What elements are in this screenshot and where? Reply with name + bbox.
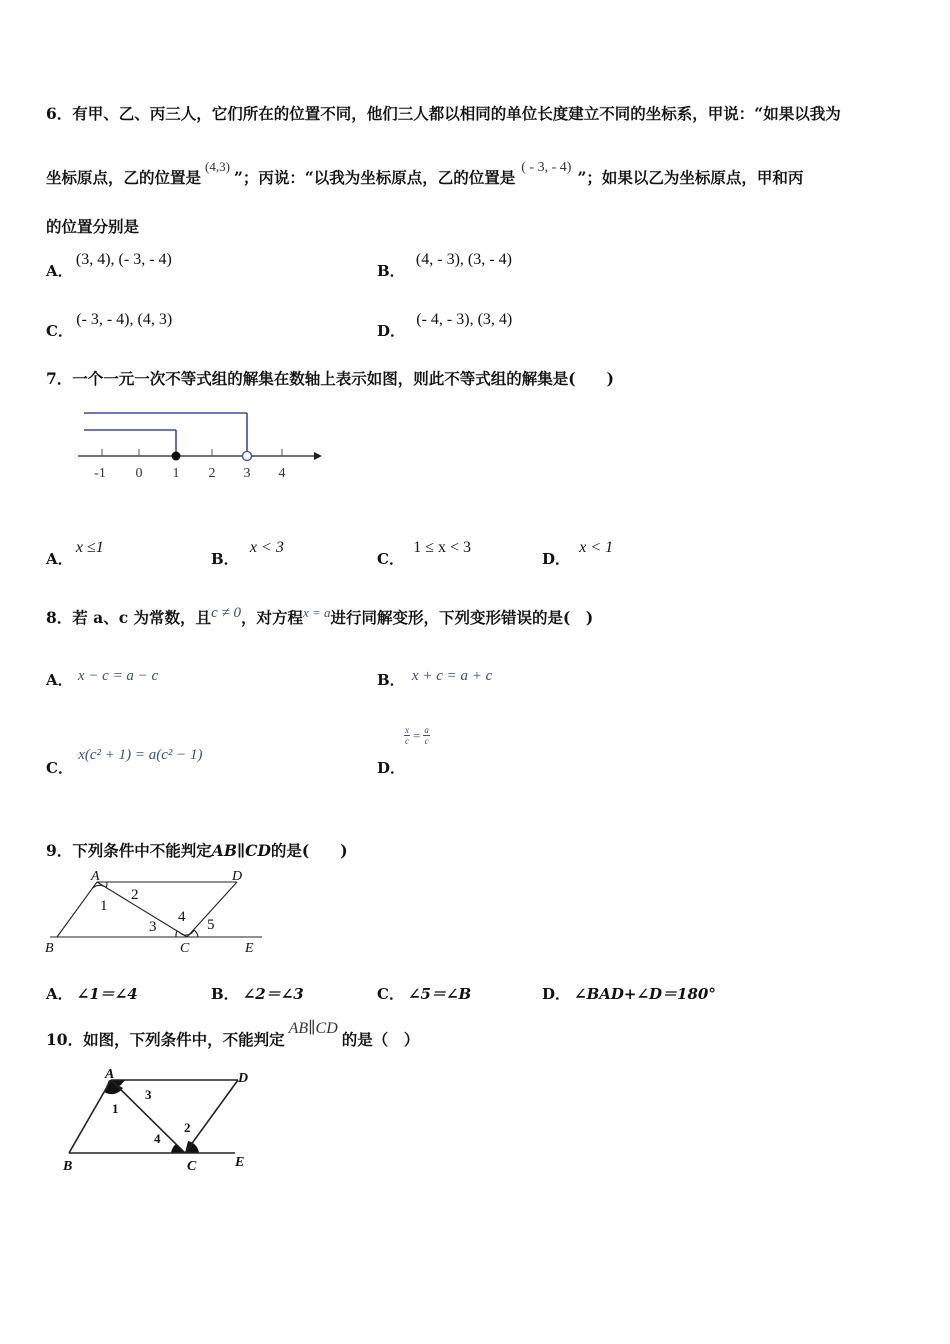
q7-option-d-label: D． (542, 550, 571, 568)
q10-label-a: A (105, 1067, 115, 1082)
q7-option-a[interactable] (46, 539, 106, 569)
q9-text-b: 的是( ) (270, 841, 348, 860)
q10-angle-2: 2 (184, 1120, 191, 1135)
q9-text (46, 839, 348, 861)
q10-label-d: D (238, 1071, 249, 1086)
q6-option-a-label: A． (46, 262, 73, 280)
q9-angle-5: 5 (207, 917, 215, 933)
q7-option-c-math: 1 ≤ x < 3 (413, 539, 471, 556)
q9-arc-5 (194, 930, 198, 937)
q9-option-b[interactable] (211, 983, 304, 1004)
q7-option-c-label: C． (377, 550, 404, 568)
q6-coord1: (4,3) (205, 159, 230, 174)
q9-line-ac (97, 882, 187, 937)
q10-angle-4: 4 (154, 1131, 161, 1146)
q8-frac-left-num: x (405, 725, 409, 735)
q9-arc-4 (180, 930, 194, 935)
q9-label-d: D (232, 869, 243, 884)
q9-arc-2 (106, 882, 107, 888)
q6-option-d[interactable] (377, 311, 513, 341)
q9-text-a: 9．下列条件中不能判定 (46, 841, 212, 860)
q7-tick-label: 3 (243, 466, 251, 481)
q8-frac-right (423, 725, 430, 746)
q9-label-a: A (91, 869, 100, 884)
q8-option-b-label: B． (377, 671, 405, 689)
q6-option-b-math: (4, - 3), (3, - 4) (415, 251, 512, 268)
q10-angle-3: 3 (145, 1087, 152, 1102)
q6-option-a[interactable] (46, 251, 174, 281)
q8-text-b: ，对方程 (240, 608, 303, 627)
q8-option-c-math: x(c² + 1) = a(c² − 1) (78, 747, 203, 763)
q6-line2 (46, 159, 804, 188)
q7-option-b-math: x < 3 (249, 539, 284, 556)
q8-option-c-label: C． (46, 759, 73, 777)
q10-angle-1: 1 (112, 1101, 119, 1116)
q8-option-d-label: D． (377, 759, 406, 777)
q10-text-b: 的是（ ） (341, 1030, 420, 1049)
q9-option-d-math: ∠BAD+∠D＝180° (574, 985, 716, 1003)
q9-arc-3 (176, 931, 177, 937)
q6-option-c-math: (- 3, - 4), (4, 3) (76, 311, 173, 328)
q9-option-a-math: ∠1＝∠4 (76, 985, 138, 1003)
q9-option-d-label: D． (542, 985, 571, 1003)
q8-frac-right-num: a (424, 725, 429, 735)
q10-label-e: E (235, 1155, 245, 1170)
q7-option-b-label: B． (211, 550, 239, 568)
q7-option-a-label: A． (46, 550, 73, 568)
q7-open-dot (243, 452, 252, 461)
q6-option-d-math: (- 4, - 3), (3, 4) (416, 311, 513, 328)
q9-angle-2: 2 (131, 887, 139, 903)
q10-line-cd (185, 1080, 238, 1153)
q9-option-b-math: ∠2＝∠3 (242, 985, 304, 1003)
q6-option-c[interactable] (46, 311, 174, 341)
q7-number-line (70, 402, 330, 487)
q9-option-c-math: ∠5＝∠B (407, 985, 472, 1003)
q6-coord2: ( - 3, - 4) (521, 160, 572, 175)
q8-frac-right-den: c (424, 736, 429, 746)
q6-line2-b: ”；丙说：“以我为坐标原点，乙的位置是 (233, 168, 516, 187)
q7-tick-label: -1 (94, 466, 106, 481)
q9-label-b: B (45, 941, 54, 956)
q7-axis-arrow (314, 452, 322, 460)
q8-option-b[interactable] (377, 668, 493, 690)
q8-option-a-label: A． (46, 671, 73, 689)
q6-line2-a: 坐标原点，乙的位置是 (46, 168, 202, 187)
q9-line-ab (57, 882, 97, 937)
q6-option-a-math: (3, 4), (- 3, - 4) (75, 251, 172, 268)
q10-figure (55, 1064, 275, 1179)
q6-line2-c: ”；如果以乙为坐标原点，甲和丙 (577, 168, 804, 187)
q7-tick-label: 2 (208, 466, 216, 481)
q9-option-b-label: B． (211, 985, 239, 1003)
q7-tick-label: 4 (278, 466, 286, 481)
q6-option-c-label: C． (46, 322, 73, 340)
q9-option-a-label: A． (46, 985, 73, 1003)
q6-line3: 的位置分别是 (46, 217, 140, 236)
q8-option-c[interactable] (46, 747, 203, 778)
q8-frac-eq: = (413, 727, 421, 743)
q9-angle-1: 1 (100, 898, 108, 914)
q9-option-d[interactable] (542, 983, 716, 1004)
q7-tick-label: 0 (135, 466, 143, 481)
q9-option-c-label: C． (377, 985, 404, 1003)
q6-line1: 6．有甲、乙、丙三人，它们所在的位置不同，他们三人都以相同的单位长度建立不同的坐标系，甲说：“如果以我为 (46, 104, 841, 123)
q7-option-a-math: x ≤1 (75, 539, 104, 556)
q7-option-b[interactable] (211, 539, 284, 569)
q8-frac-left-den: c (405, 736, 409, 746)
q9-option-a[interactable] (46, 983, 138, 1004)
q6-option-d-label: D． (377, 322, 406, 340)
q9-angle-4: 4 (178, 909, 186, 925)
q7-tick-label: 1 (172, 466, 180, 481)
q8-option-d[interactable] (377, 757, 405, 778)
q9-label-e: E (245, 941, 254, 956)
q8-text-a: 8．若 a、c 为常数，且 (46, 608, 212, 627)
q8-option-a-math: x − c = a − c (77, 668, 159, 684)
q7-option-d[interactable] (542, 539, 614, 569)
q9-label-c: C (180, 941, 190, 956)
q10-line-ab (69, 1080, 111, 1153)
q7-option-d-math: x < 1 (579, 539, 614, 556)
q6-option-b-label: B． (377, 262, 405, 280)
q10-text-math: AB∥CD (288, 1020, 338, 1037)
q7-closed-dot (172, 452, 181, 461)
q9-text-math: AB∥CD (211, 841, 271, 860)
q8-equation: x = a (302, 605, 331, 620)
q9-figure (40, 866, 270, 958)
q9-angle-3: 3 (149, 919, 157, 935)
q10-label-c: C (187, 1159, 197, 1174)
q8-condition: c ≠ 0 (211, 605, 241, 621)
q8-option-d-math (404, 725, 430, 746)
q8-option-a[interactable] (46, 669, 158, 690)
q10-text-a: 10．如图，下列条件中，不能判定 (46, 1030, 285, 1049)
q9-option-c[interactable] (377, 983, 471, 1004)
q10-text (46, 1020, 420, 1050)
q8-text (46, 606, 593, 628)
q6-option-b[interactable] (377, 251, 512, 281)
q8-text-c: 进行同解变形，下列变形错误的是( ) (330, 608, 594, 627)
q8-option-b-math: x + c = a + c (411, 668, 493, 684)
q7-text: 7．一个一元一次不等式组的解集在数轴上表示如图，则此不等式组的解集是( ) (46, 369, 614, 388)
q7-option-c[interactable] (377, 539, 471, 569)
q10-label-b: B (63, 1159, 73, 1174)
